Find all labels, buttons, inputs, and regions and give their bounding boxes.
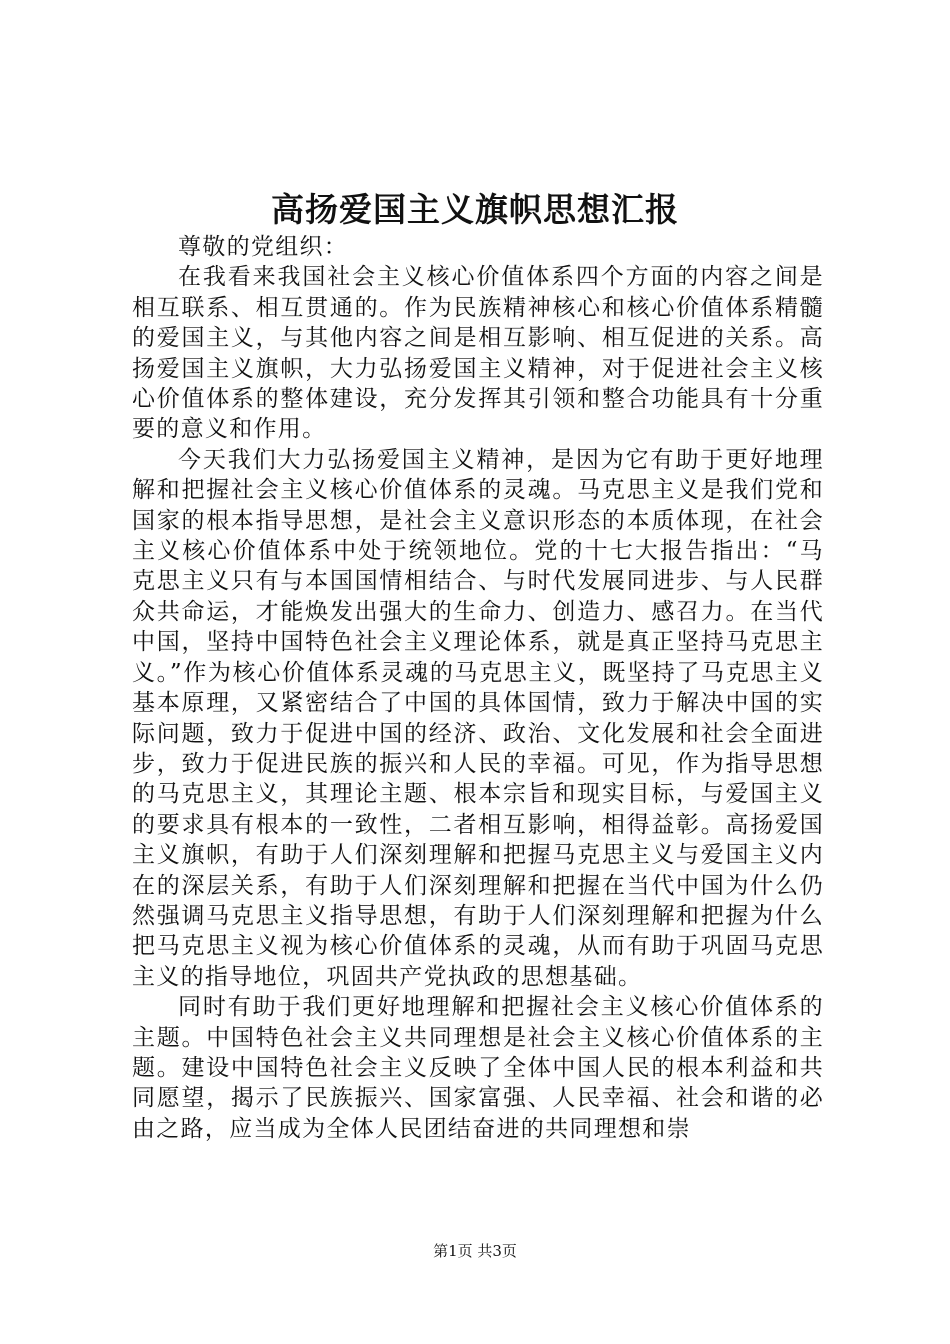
document-body (132, 232, 824, 1144)
page-footer: 第1页 共3页 (433, 1242, 517, 1260)
salutation: 尊敬的党组织： (178, 234, 349, 260)
paragraph-1: 在我看来我国社会主义核心价值体系四个方面的内容之间是相互联系、相互贯通的。作为民族精神核心和核心价值体系精髓的爱国主义，与其他内容之间是相互影响、相互促进的关系。高扬爱国主义旗帜，大力弘扬爱国主义精神，对于促进社会主义核心价值体系的整体建设，充分发挥其引领和整合功能具有十分重要的意义和作用。 (132, 264, 824, 443)
paragraph-3: 同时有助于我们更好地理解和把握社会主义核心价值体系的主题。中国特色社会主义共同理想是社会主义核心价值体系的主题。建设中国特色社会主义反映了全体中国人民的根本利益和共同愿望，揭示了民族振兴、国家富强、人民幸福、社会和谐的必由之路，应当成为全体人民团结奋进的共同理想和崇 (132, 994, 824, 1142)
paragraph-2: 今天我们大力弘扬爱国主义精神，是因为它有助于更好地理解和把握社会主义核心价值体系的灵魂。马克思主义是我们党和国家的根本指导思想，是社会主义意识形态的本质体现，在社会主义核心价值体系中处于统领地位。党的十七大报告指出：“马克思主义只有与本国国情相结合、与时代发展同进步、与人民群众共命运，才能焕发出强大的生命力、创造力、感召力。在当代中国，坚持中国特色社会主义理论体系，就是真正坚持马克思主义。”作为核心价值体系灵魂的马克思主义，既坚持了马克思主义基本原理，又紧密结合了中国的具体国情，致力于解决中国的实际问题，致力于促进中国的经济、政治、文化发展和社会全面进步，致力于促进民族的振兴和人民的幸福。可见，作为指导思想的马克思主义，其理论主题、根本宗旨和现实目标，与爱国主义的要求具有根本的一致性，二者相互影响，相得益彰。高扬爱国主义旗帜，有助于人们深刻理解和把握马克思主义与爱国主义内在的深层关系，有助于人们深刻理解和把握在当代中国为什么仍然强调马克思主义指导思想，有助于人们深刻理解和把握为什么把马克思主义视为核心价值体系的灵魂，从而有助于巩固马克思主义的指导地位，巩固共产党执政的思想基础。 (132, 446, 824, 990)
document-title: 高扬爱国主义旗帜思想汇报 (271, 190, 679, 229)
